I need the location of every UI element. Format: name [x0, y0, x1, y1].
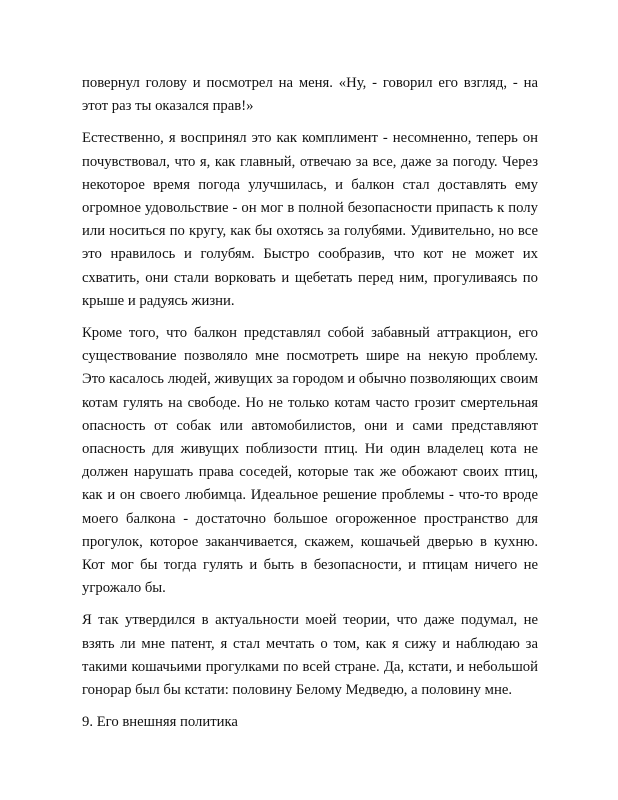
paragraph-2: Естественно, я воспринял это как комплимент - несомненно, теперь он почувствовал, что я, как главный, отвечаю за все, даже за погоду. Через некоторое время погода улучшилась, и балкон стал доставлять ему огромное удовольствие - он мог в полной безопасности припасть к полу или носиться по кругу, как бы охотясь за голубями. Удивительно, но все это нравилось и голубям. Быстро сообразив, что кот не может их схватить, они стали ворковать и щебетать перед ним, прогуливаясь по крыше и радуясь жизни.: [82, 130, 538, 309]
paragraph-4: Я так утвердился в актуальности моей теории, что даже подумал, не взять ли мне патент, я стал мечтать о том, как я сижу и наблюдаю за такими кошачьими прогулками по всей стране. Да, кстати, и небольшой гонорар был бы кстати: половину Белому Медведю, а половину мне.: [82, 612, 538, 699]
chapter-heading: 9. Его внешняя политика: [82, 714, 238, 731]
paragraph-1: повернул голову и посмотрел на меня. «Ну, - говорил его взгляд, - на этот раз ты оказался прав!»: [82, 75, 538, 115]
document-page: [82, 72, 538, 734]
paragraph-3: Кроме того, что балкон представлял собой забавный аттракцион, его существование позволяло мне посмотреть шире на некую проблему. Это касалось людей, живущих за городом и обычно позволяющих своим котам гулять на свободе. Но не только котам часто грозит смертельная опасность от собак или автомобилистов, они и сами представляют опасность для живущих поблизости птиц. Ни один владелец кота не должен нарушать права соседей, которые так же обожают своих птиц, как и он своего любимца. Идеальное решение проблемы - что-то вроде моего балкона - достаточно большое огороженное пространство для прогулок, которое заканчивается, скажем, кошачьей дверью в кухню. Кот мог бы тогда гулять и быть в безопасности, и птицам ничего не угрожало бы.: [82, 325, 538, 597]
